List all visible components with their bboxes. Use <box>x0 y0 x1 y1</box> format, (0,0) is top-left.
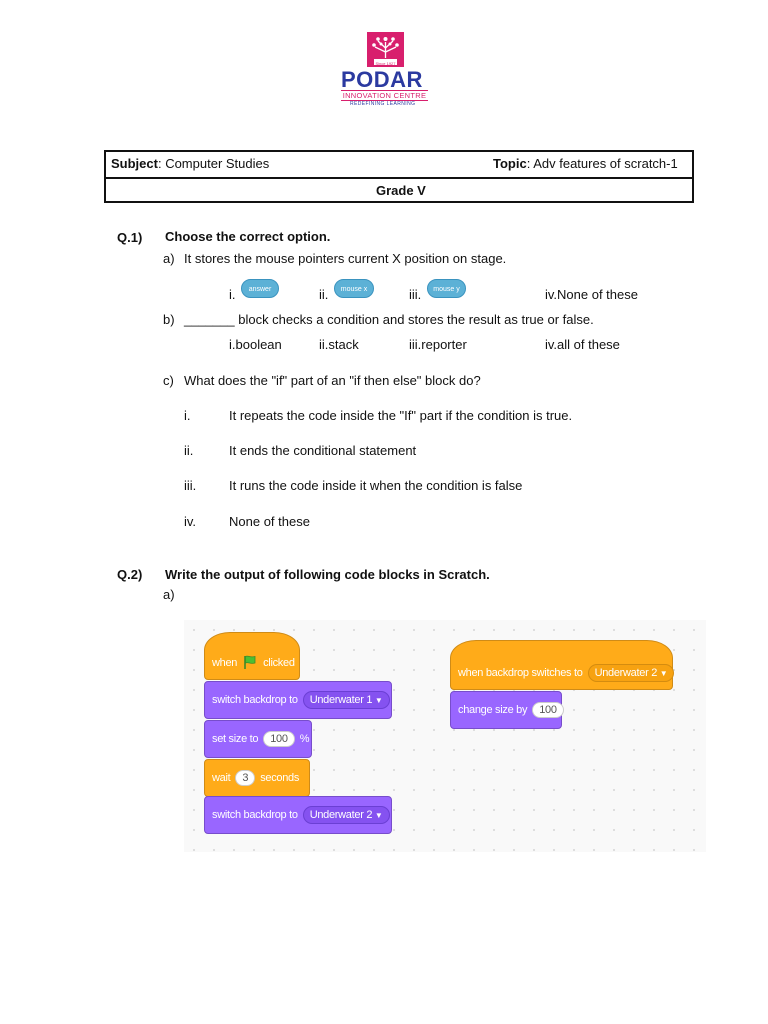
q1c-opt-text: It ends the conditional statement <box>229 443 417 458</box>
topic-label: Topic <box>493 156 527 171</box>
q1b-opt-iii: iii.reporter <box>409 337 467 352</box>
logo-subtitle: INNOVATION CENTRE <box>342 91 427 100</box>
q1b-text: _______ block checks a condition and stores the result as true or false. <box>184 312 594 327</box>
backdrop-dropdown <box>303 806 390 824</box>
q1b-opt-i: i.boolean <box>229 337 282 352</box>
q1a-opt-i: i. <box>229 287 236 302</box>
change-size-text: change size by <box>458 704 528 716</box>
switch-backdrop-text: switch backdrop to <box>212 694 298 706</box>
set-size-block <box>204 720 312 758</box>
topic-value: : Adv features of scratch-1 <box>526 156 678 171</box>
q1c-opt-num: ii. <box>184 443 194 458</box>
dropdown-arrow-icon: ▼ <box>374 811 383 820</box>
q1c-opt-text: None of these <box>229 514 310 529</box>
q1b-opt-ii: ii.stack <box>319 337 359 352</box>
green-flag-icon <box>242 654 258 673</box>
q1c-opt-num: i. <box>184 408 191 423</box>
q1a-label: a) <box>163 251 175 266</box>
size-input: 100 <box>263 731 294 747</box>
when-text: when <box>212 657 238 669</box>
wait-text: wait <box>212 772 231 784</box>
q1c-label: c) <box>163 373 174 388</box>
switch-backdrop-block <box>204 796 392 834</box>
subject-label: Subject <box>111 156 158 171</box>
change-size-input: 100 <box>532 702 563 718</box>
switch-backdrop-text: switch backdrop to <box>212 809 298 821</box>
q1-title: Choose the correct option. <box>165 229 331 244</box>
subject-row <box>111 156 269 171</box>
mouse-x-block-pill: mouse x <box>334 279 374 298</box>
answer-block-pill: answer <box>241 279 279 298</box>
q1c-opt-num: iv. <box>184 514 197 529</box>
q2-title: Write the output of following code blocks in Scratch. <box>165 567 490 582</box>
q2-number: Q.2) <box>117 567 143 582</box>
q2a-label: a) <box>163 587 175 602</box>
q1a-opt-ii: ii. <box>319 287 329 302</box>
switch-backdrop-block <box>204 681 392 719</box>
wait-input: 3 <box>235 770 255 786</box>
q1b-opt-iv: iv.all of these <box>545 337 620 352</box>
logo-since-text: Since 1927 <box>375 61 396 66</box>
backdrop-dropdown-value: Underwater 1 <box>309 694 373 706</box>
q1c-text: What does the "if" part of an "if then else" block do? <box>184 373 481 388</box>
percent-text: % <box>299 733 310 745</box>
q1c-opt-text: It repeats the code inside the "If" part if the condition is true. <box>229 408 573 423</box>
q1a-opt-iv: iv.None of these <box>545 287 638 302</box>
dropdown-arrow-icon: ▼ <box>374 696 383 705</box>
mouse-y-block-pill: mouse y <box>427 279 466 298</box>
backdrop-dropdown-value: Underwater 2 <box>309 809 373 821</box>
grade-label: Grade V <box>376 183 426 198</box>
topic-row <box>493 156 678 171</box>
q1a-opt-iii: iii. <box>409 287 422 302</box>
q1c-opt-text: It runs the code inside it when the condition is false <box>229 478 523 493</box>
change-size-block <box>450 691 562 729</box>
logo-tagline: REDEFINING LEARNING <box>350 101 416 107</box>
dropdown-arrow-icon: ▼ <box>659 669 668 678</box>
scratch-code-area <box>184 620 706 852</box>
clicked-text: clicked <box>263 657 295 669</box>
when-backdrop-text: when backdrop switches to <box>458 667 583 679</box>
wait-block <box>204 759 310 797</box>
subject-value: : Computer Studies <box>157 156 270 171</box>
q1a-text: It stores the mouse pointers current X position on stage. <box>184 251 507 266</box>
header-divider <box>104 177 694 179</box>
when-backdrop-switches-block <box>450 640 673 690</box>
backdrop-dropdown <box>588 664 675 682</box>
q1c-opt-num: iii. <box>184 478 197 493</box>
q1-number: Q.1) <box>117 230 143 245</box>
logo-wordmark: PODAR <box>341 67 423 92</box>
when-flag-clicked-block <box>204 632 300 680</box>
backdrop-dropdown <box>303 691 390 709</box>
q1b-label: b) <box>163 312 175 327</box>
backdrop-dropdown-value: Underwater 2 <box>594 667 658 679</box>
set-size-text: set size to <box>212 733 259 745</box>
seconds-text: seconds <box>260 772 300 784</box>
